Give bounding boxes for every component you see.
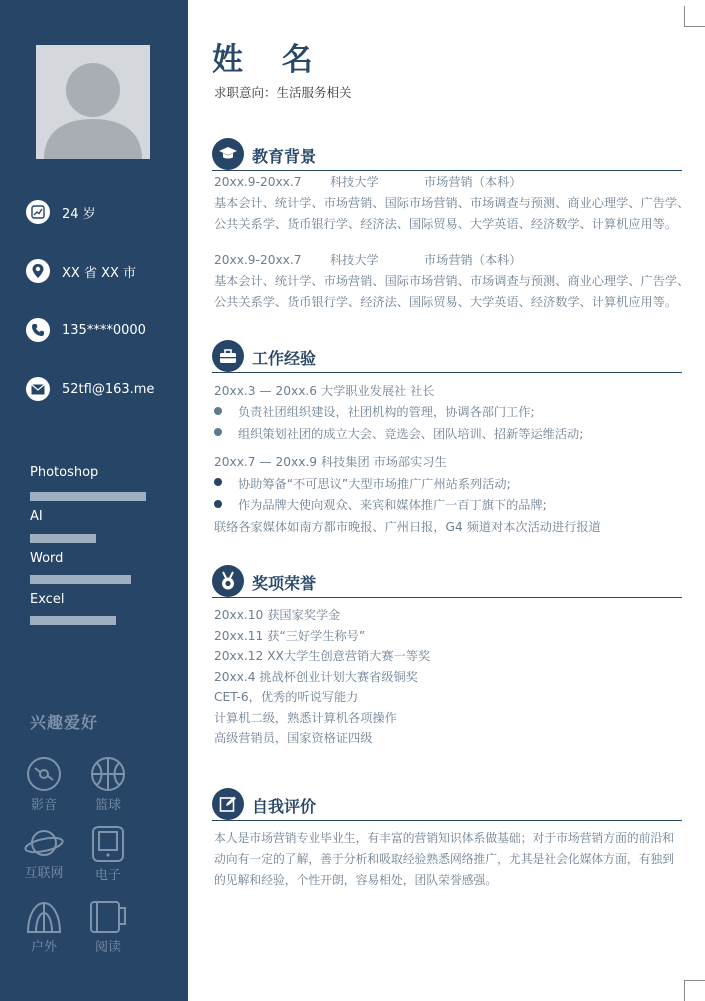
- briefcase-icon: [212, 340, 244, 372]
- corner-mark: [684, 6, 705, 27]
- hobby-label: 户外: [30, 940, 57, 955]
- avatar: [36, 45, 150, 159]
- education-courses: 基本会计、统计学、市场营销、国际市场营销、市场调查与预测、商业心理学、广告学、: [214, 274, 690, 288]
- job-bullet: 负责社团组织建设，社团机构的管理，协调各部门工作;: [238, 405, 535, 419]
- skill-name: Word: [30, 551, 64, 566]
- hobby-reading: [78, 900, 138, 955]
- education-period: 20xx.9-20xx.7: [214, 175, 302, 189]
- phone-text: 135****0000: [62, 322, 146, 338]
- hobby-label: 电子: [94, 868, 121, 883]
- education-courses: 公共关系学、货币银行学、经济法、国际贸易、大学英语、经济数学、计算机应用等。: [214, 295, 678, 309]
- tent-icon: [26, 900, 62, 934]
- award-item: 计算机二级，熟悉计算机各项操作: [214, 711, 397, 725]
- self-eval-text: 的见解和经验，个性开朗，容易相处，团队荣誉感强。: [214, 873, 498, 887]
- graduation-cap-icon: [212, 138, 244, 170]
- job-header: 20xx.7 — 20xx.9 科技集团 市场部实习生: [214, 455, 447, 469]
- skill-bar: [30, 616, 116, 625]
- section-title: 工作经验: [252, 349, 317, 368]
- education-school: 科技大学: [330, 253, 379, 267]
- page-title: 姓 名: [212, 42, 327, 78]
- award-item: 20xx.10 获国家奖学金: [214, 608, 341, 622]
- skill-bar: [30, 492, 146, 501]
- job-bullet: 组织策划社团的成立大会、竞选会、团队培训、招新等运维活动;: [238, 427, 584, 441]
- hobby-outdoor: [14, 900, 74, 955]
- email-text: 52tfl@163.me: [62, 381, 155, 397]
- hobby-internet: [14, 826, 74, 881]
- hobby-label: 阅读: [94, 940, 121, 955]
- job-header: 20xx.3 — 20xx.6 大学职业发展社 社长: [214, 384, 435, 398]
- awards-section-header: [212, 565, 682, 598]
- phone-icon: [26, 318, 50, 342]
- hobby-basketball: [78, 756, 138, 813]
- award-item: 20xx.11 获“三好学生称号”: [214, 629, 366, 643]
- self-eval-text: 动向有一定的了解，善于分析和吸取经验熟悉网络推广，尤其是社会化媒体方面，有独到: [214, 852, 675, 866]
- skill-name: Photoshop: [30, 465, 99, 480]
- skill-name: Excel: [30, 592, 65, 607]
- job-bullet: 协助筹备“不可思议”大型市场推广广州站系列活动;: [238, 477, 511, 491]
- education-school: 科技大学: [330, 175, 379, 189]
- corner-mark: [684, 980, 705, 1001]
- education-entry-header: [214, 173, 522, 190]
- education-major: 市场营销（本科）: [424, 175, 522, 189]
- award-item: 20xx.12 XX大学生创意营销大赛一等奖: [214, 649, 431, 663]
- education-courses: 公共关系学、货币银行学、经济法、国际贸易、大学英语、经济数学、计算机应用等。: [214, 217, 678, 231]
- hobby-electronics: [78, 826, 138, 883]
- skill-bar: [30, 575, 131, 584]
- section-title: 奖项荣誉: [252, 574, 317, 593]
- disc-icon: [26, 756, 62, 792]
- award-item: 高级营销员，国家资格证四级: [214, 731, 373, 745]
- education-period: 20xx.9-20xx.7: [214, 253, 302, 267]
- skill-bar: [30, 534, 96, 543]
- education-entry-header: [214, 251, 522, 268]
- bullet-dot: [214, 478, 222, 486]
- hobby-label: 篮球: [94, 798, 121, 813]
- sidebar: [0, 0, 188, 1001]
- award-item: CET-6，优秀的听说写能力: [214, 690, 359, 704]
- book-icon: [89, 900, 127, 934]
- job-bullet: 作为品牌大使向观众、来宾和媒体推广一百丁旗下的品牌;: [238, 498, 547, 512]
- section-title: 自我评价: [252, 797, 317, 816]
- education-major: 市场营销（本科）: [424, 253, 522, 267]
- skill-name: AI: [30, 509, 43, 524]
- section-title: 教育背景: [252, 147, 317, 166]
- bullet-dot: [214, 500, 222, 508]
- hobbies-title: 兴趣爱好: [30, 713, 99, 732]
- age-text: 24 岁: [62, 206, 96, 222]
- job-intent: 求职意向：生活服务相关: [214, 85, 352, 100]
- bullet-dot: [214, 428, 222, 436]
- contact-phone: [26, 318, 146, 342]
- basketball-icon: [90, 756, 126, 792]
- education-section-header: [212, 138, 682, 171]
- location-pin-icon: [26, 259, 50, 283]
- contact-location: [26, 259, 136, 283]
- contact-email: [26, 377, 154, 401]
- self-eval-text: 本人是市场营销专业毕业生，有丰富的营销知识体系做基础；对于市场营销方面的前沿和: [214, 831, 675, 845]
- chart-icon: [26, 200, 50, 224]
- planet-icon: [24, 826, 64, 860]
- tablet-icon: [91, 826, 125, 862]
- job-note: 联络各家媒体如南方都市晚报、广州日报，G4 频道对本次活动进行报道: [214, 520, 601, 534]
- contact-age: [26, 200, 96, 224]
- work-section-header: [212, 340, 682, 373]
- edit-icon: [212, 788, 244, 820]
- mail-icon: [26, 377, 50, 401]
- hobby-label: 互联网: [24, 866, 64, 881]
- bullet-dot: [214, 407, 222, 415]
- education-courses: 基本会计、统计学、市场营销、国际市场营销、市场调查与预测、商业心理学、广告学、: [214, 196, 690, 210]
- location-text: XX 省 XX 市: [62, 265, 137, 281]
- self-eval-section-header: [212, 788, 682, 821]
- hobby-music: [14, 756, 74, 813]
- award-item: 20xx.4 挑战杯创业计划大赛省级铜奖: [214, 670, 418, 684]
- medal-icon: [212, 565, 244, 597]
- hobby-label: 影音: [30, 798, 57, 813]
